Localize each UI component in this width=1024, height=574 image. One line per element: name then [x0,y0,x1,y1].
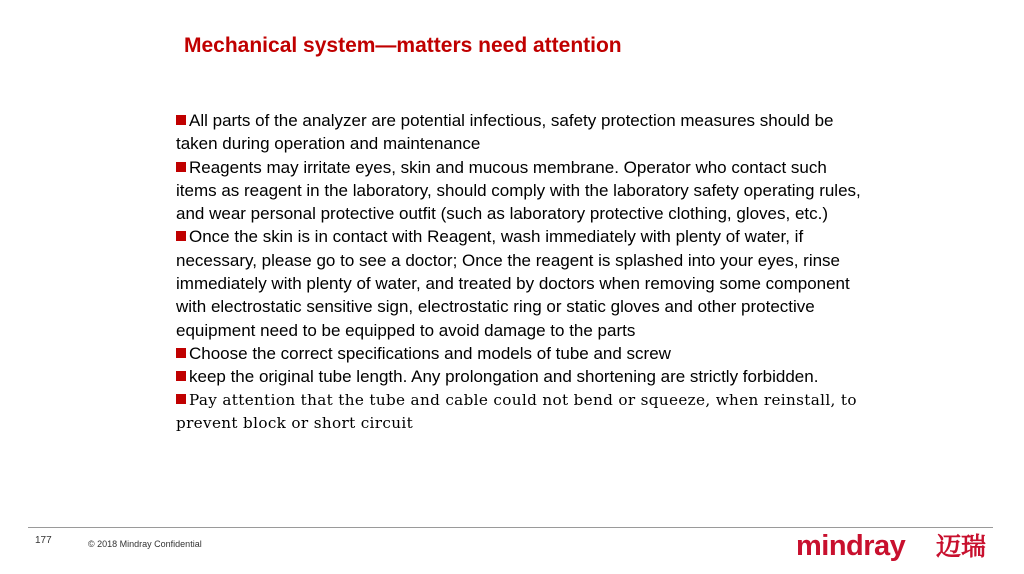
bullet-item [176,225,866,341]
bullet-item [176,389,866,436]
bullet-text: keep the original tube length. Any prolongation and shortening are strictly forbidden. [189,367,819,387]
bullet-item [176,109,866,156]
square-bullet-icon [176,162,186,172]
square-bullet-icon [176,115,186,125]
bullet-text: Reagents may irritate eyes, skin and mucous membrane. Operator who contact such items as reagent in the laboratory, should comply with the laboratory safety operating rules, and wear personal protective outfit (such as laboratory protective clothing, gloves, etc.) [176,157,861,224]
bullet-item [176,365,866,388]
square-bullet-icon [176,348,186,358]
footer-divider [28,527,993,528]
square-bullet-icon [176,394,186,404]
bullet-item [176,156,866,226]
copyright-text: © 2018 Mindray Confidential [88,539,202,549]
bullet-text: Choose the correct specifications and models of tube and screw [189,343,671,363]
bullet-text: All parts of the analyzer are potential infectious, safety protection measures should be taken during operation and maintenance [176,111,834,154]
square-bullet-icon [176,371,186,381]
mindray-logo: mindray [796,530,906,562]
bullet-list [176,109,866,436]
mindray-logo-cn: 迈瑞 [936,533,987,561]
page-number: 177 [35,535,52,546]
slide-title: Mechanical system—matters need attention [184,34,622,57]
square-bullet-icon [176,231,186,241]
bullet-item [176,342,866,365]
bullet-text: Once the skin is in contact with Reagent, wash immediately with plenty of water, if necessary, please go to see a doctor; Once the reagent is splashed into your eyes, rinse immediately with plenty of water, and treated by doctors when removing some component with electrostatic sensitive sign, electrostatic ring or static gloves and other protective equipment need to be equipped to avoid damage to the parts [176,227,850,340]
bullet-text: Pay attention that the tube and cable could not bend or squeeze, when reinstall, to prevent block or short circuit [176,390,857,433]
